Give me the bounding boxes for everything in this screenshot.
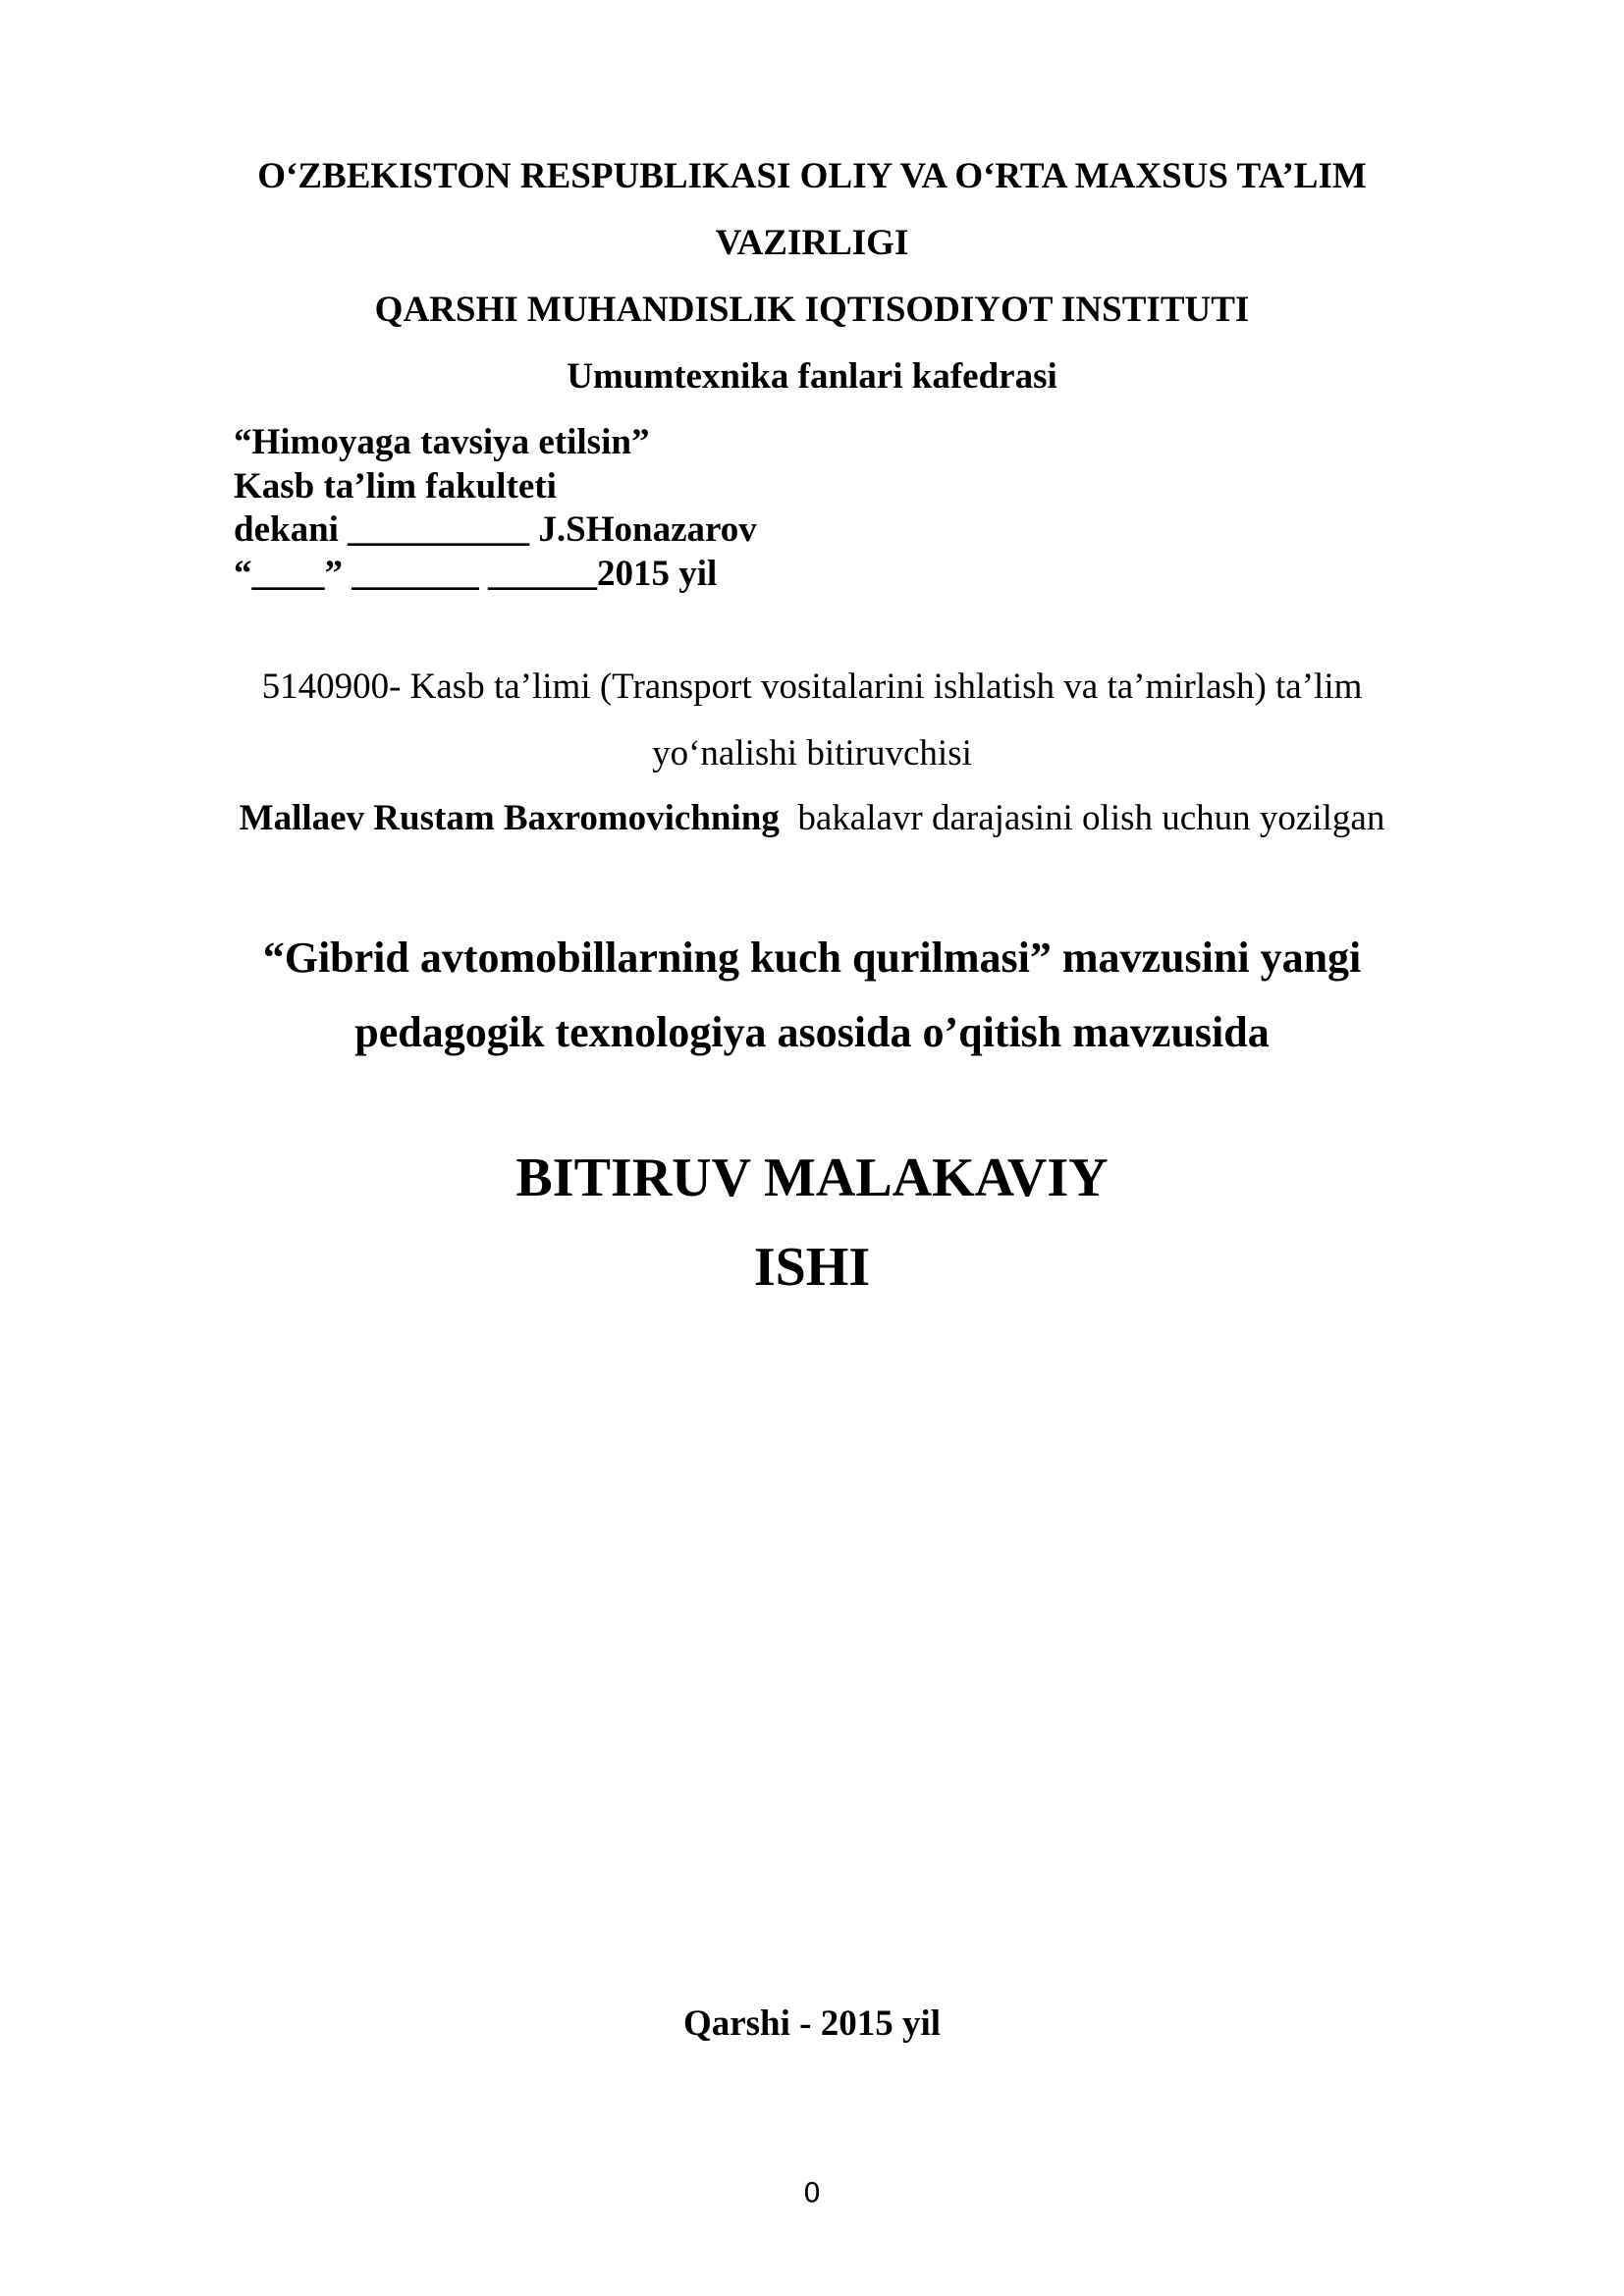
page-number: 0 — [803, 2176, 821, 2209]
work-type-title-line2: ISHI — [753, 1237, 871, 1298]
approval-date: “____” _______ ______2015 yil — [234, 554, 718, 594]
work-type-title-line1: BITIRUV MALAKAVIY — [515, 1148, 1109, 1208]
department-name: Umumtexnika fanlari kafedrasi — [567, 356, 1057, 397]
direction-graduate-line: yo‘nalishi bitiruvchisi — [652, 733, 972, 774]
specialty-line: 5140900- Kasb ta’limi (Transport vositalarini ishlatish va ta’mirlash) ta’lim — [261, 667, 1363, 707]
student-name: Mallaev Rustam Baxromovichning — [239, 798, 780, 838]
student-line — [0, 797, 1624, 840]
thesis-topic-line2: pedagogik texnologiya asosida o’qitish mavzusida — [354, 1008, 1270, 1056]
degree-purpose: bakalavr darajasini olish uchun yozilgan — [779, 798, 1385, 838]
approval-faculty: Kasb ta’lim fakulteti — [234, 466, 557, 507]
ministry-title-line2: VAZIRLIGI — [715, 223, 909, 263]
ministry-title-line1: O‘ZBEKISTON RESPUBLIKASI OLIY VA O‘RTA MAXSUS TA’LIM — [257, 156, 1367, 196]
place-and-year: Qarshi - 2015 yil — [682, 2003, 942, 2044]
thesis-topic-line1: “Gibrid avtomobillarning kuch qurilmasi” mavzusini yangi — [262, 934, 1362, 982]
approval-recommendation: “Himoyaga tavsiya etilsin” — [234, 422, 650, 462]
approval-dean-signature: dekani __________ J.SHonazarov — [234, 509, 757, 550]
institute-name: QARSHI MUHANDISLIK IQTISODIYOT INSTITUTI — [374, 290, 1250, 330]
